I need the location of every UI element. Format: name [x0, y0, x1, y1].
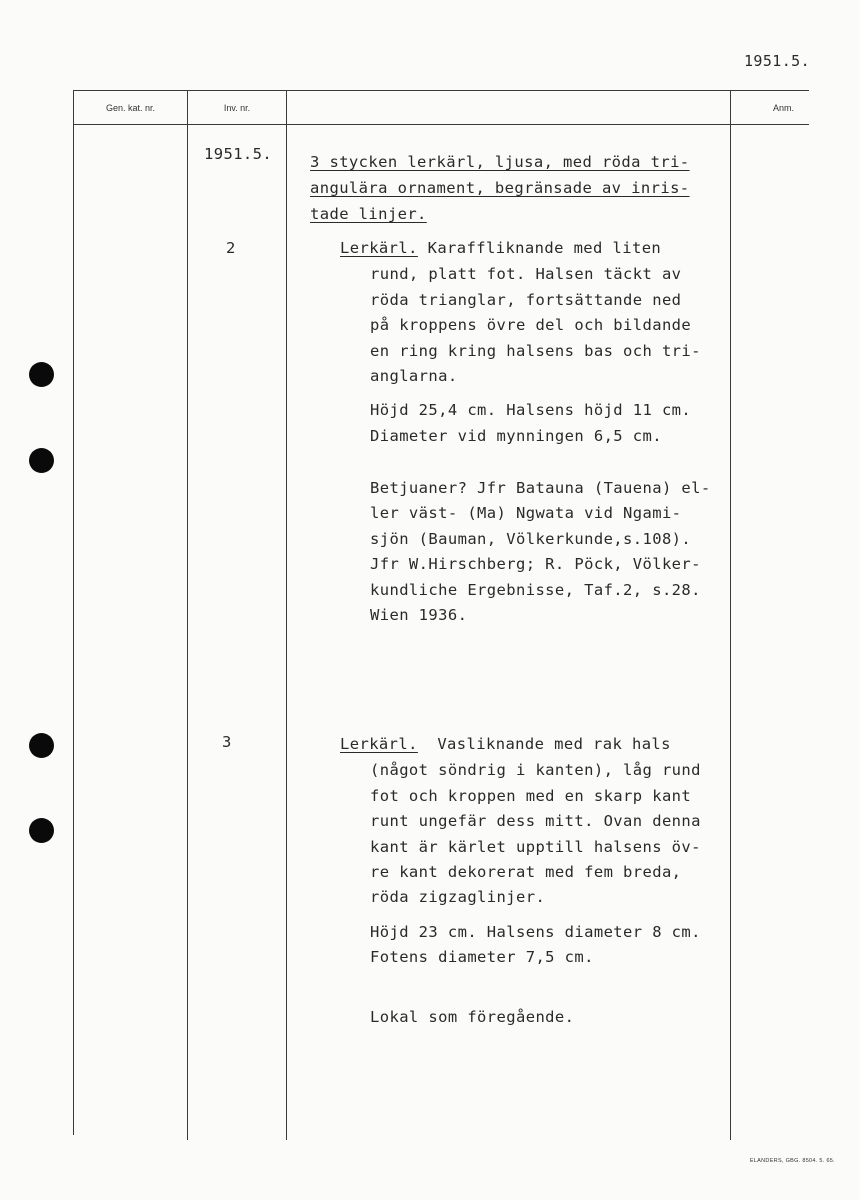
desc-line: röda trianglar, fortsättande ned — [370, 291, 682, 309]
card-number: 1951.5. — [744, 52, 811, 70]
desc-line: kant är kärlet upptill halsens öv- — [370, 838, 701, 856]
desc-line: runt ungefär dess mitt. Ovan denna — [370, 812, 701, 830]
punch-hole — [29, 448, 54, 473]
punch-hole — [29, 733, 54, 758]
measure-line: Höjd 23 cm. Halsens diameter 8 cm. — [370, 923, 701, 941]
desc-line: på kroppens övre del och bildande — [370, 316, 692, 334]
origin-line: ler väst- (Ma) Ngwata vid Ngami- — [370, 504, 682, 522]
header-top-rule — [73, 90, 809, 91]
header-inv-nr: Inv. nr. — [223, 103, 251, 113]
note-line: Lokal som föregående. — [370, 1008, 575, 1026]
desc-line: röda zigzaglinjer. — [370, 888, 546, 906]
header-bottom-rule — [73, 124, 809, 125]
measure-line: Fotens diameter 7,5 cm. — [370, 948, 594, 966]
origin-line: sjön (Bauman, Völkerkunde,s.108). — [370, 530, 692, 548]
item-first-line — [340, 239, 661, 257]
desc-line: rund, platt fot. Halsen täckt av — [370, 265, 682, 283]
group-title-line: 3 stycken lerkärl, ljusa, med röda tri- — [310, 153, 690, 171]
measure-line: Höjd 25,4 cm. Halsens höjd 11 cm. — [370, 401, 692, 419]
origin-line: Betjuaner? Jfr Batauna (Tauena) el- — [370, 479, 711, 497]
group-title-line: tade linjer. — [310, 205, 427, 223]
origin-line: Jfr W.Hirschberg; R. Pöck, Völker- — [370, 555, 701, 573]
origin-line: Wien 1936. — [370, 606, 468, 624]
header-gen-kat-nr: Gen. kat. nr. — [105, 103, 156, 113]
item-number: 3 — [222, 733, 232, 751]
item-first-line — [340, 735, 671, 753]
punch-hole — [29, 362, 54, 387]
column-rule — [187, 90, 188, 1140]
item-heading: Lerkärl. — [340, 735, 418, 753]
desc-line: fot och kroppen med en skarp kant — [370, 787, 692, 805]
column-rule — [730, 90, 731, 1140]
measure-line: Diameter vid mynningen 6,5 cm. — [370, 427, 662, 445]
desc-line: en ring kring halsens bas och tri- — [370, 342, 701, 360]
item-number: 2 — [226, 239, 236, 257]
printer-mark: ELANDERS, GBG. 8504. 5. 65. — [749, 1158, 835, 1164]
desc-line: (något söndrig i kanten), låg rund — [370, 761, 701, 779]
column-rule — [73, 90, 74, 1135]
item-first-line-text: Vasliknande med rak hals — [417, 735, 671, 753]
group-title-line: angulära ornament, begränsade av inris- — [310, 179, 690, 197]
desc-line: re kant dekorerat med fem breda, — [370, 863, 682, 881]
inv-number: 1951.5. — [204, 145, 273, 163]
punch-hole — [29, 818, 54, 843]
origin-line: kundliche Ergebnisse, Taf.2, s.28. — [370, 581, 701, 599]
header-anm: Anm. — [772, 103, 794, 113]
column-rule — [286, 90, 287, 1140]
item-heading: Lerkärl. — [340, 239, 418, 257]
item-first-line-text: Karaffliknande med liten — [417, 239, 662, 257]
desc-line: anglarna. — [370, 367, 458, 385]
